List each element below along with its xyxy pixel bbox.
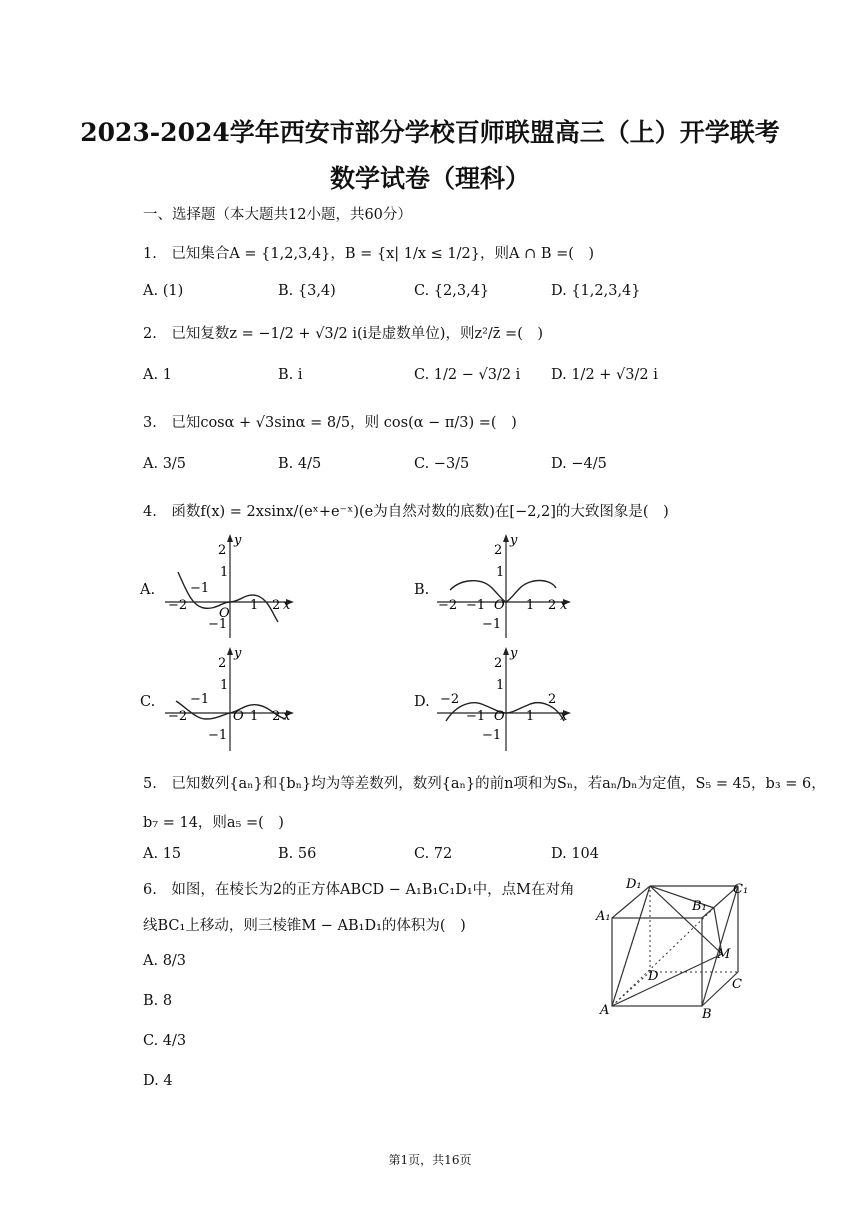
q3-option-a: A. 3/5 xyxy=(143,456,187,472)
cube-label-a: A xyxy=(600,1003,610,1018)
q2-option-b: B. i xyxy=(278,367,303,383)
q1-option-d: D. {1,2,3,4} xyxy=(551,283,641,299)
question-1-stem: 1. 已知集合A = {1,2,3,4}，B = {x| 1/x ≤ 1/2}，则A ∩ B =( ) xyxy=(143,246,595,262)
cube-label-b1: B₁ xyxy=(692,899,707,914)
graph-c-origin: O xyxy=(233,709,244,724)
q2-option-a: A. 1 xyxy=(143,367,172,383)
q6-option-c: C. 4/3 xyxy=(143,1033,187,1049)
page-footer: 第1页，共16页 xyxy=(388,1153,472,1167)
cube-label-d: D xyxy=(648,969,659,984)
graph-b-tick-2: 2 xyxy=(494,543,503,558)
question-2-stem: 2. 已知复数z = −1/2 + √3/2 i(i是虚数单位)，则z²/z̄ =( ) xyxy=(143,326,544,342)
graph-a-tick-2: 2 xyxy=(218,543,227,558)
graph-c-tick-neg1-y: −1 xyxy=(208,728,228,743)
cube-label-m: M xyxy=(717,947,731,962)
graph-a-tick-1-x: 1 xyxy=(250,598,259,613)
graph-b-tick-1: 1 xyxy=(496,565,505,580)
graph-c-tick-neg1-x: −1 xyxy=(190,692,210,707)
paper-title: 2023-2024学年西安市部分学校百师联盟高三（上）开学联考 xyxy=(80,118,780,147)
graph-b-x-label: x xyxy=(560,598,568,613)
graph-a-x-label: x xyxy=(283,598,291,613)
cube-label-a1: A₁ xyxy=(596,909,611,924)
q5-option-b: B. 56 xyxy=(278,846,317,862)
graph-c-tick-2: 2 xyxy=(218,656,227,671)
graph-d-tick-neg1-x: −1 xyxy=(466,709,486,724)
q1-option-b: B. {3,4) xyxy=(278,283,336,299)
graph-d-tick-2: 2 xyxy=(494,656,503,671)
graph-a-origin: O xyxy=(219,606,230,621)
q3-option-b: B. 4/5 xyxy=(278,456,322,472)
cube-label-c: C xyxy=(732,977,742,992)
question-4-stem: 4. 函数f(x) = 2xsinx/(eˣ+e⁻ˣ)(e为自然对数的底数)在[−2,2]的大致图象是( ) xyxy=(143,504,669,520)
graph-d-x-label: x xyxy=(560,709,568,724)
question-6-stem-line1: 6. 如图，在棱长为2的正方体ABCD − A₁B₁C₁D₁中，点M在对角 xyxy=(143,882,575,898)
q5-option-c: C. 72 xyxy=(414,846,453,862)
graph-b-tick-2-x: 2 xyxy=(548,598,557,613)
q6-option-b: B. 8 xyxy=(143,993,173,1009)
graph-c-y-label: y xyxy=(234,646,242,661)
q4-option-b: B. xyxy=(414,582,430,598)
graph-d-tick-neg1-y: −1 xyxy=(482,728,502,743)
graph-c-tick-neg2: −2 xyxy=(168,709,188,724)
q4-graph-c xyxy=(160,643,300,755)
q6-cube-figure xyxy=(592,868,762,1026)
graph-b-origin: O xyxy=(494,598,505,613)
graph-d-tick-1-x: 1 xyxy=(526,709,535,724)
graph-a-tick-neg1-x: −1 xyxy=(190,581,210,596)
graph-d-tick-neg2: −2 xyxy=(440,692,460,707)
graph-a-tick-2-x: 2 xyxy=(272,598,281,613)
q3-option-d: D. −4/5 xyxy=(551,456,607,472)
graph-b-y-label: y xyxy=(510,533,518,548)
q2-option-d: D. 1/2 + √3/2 i xyxy=(551,367,658,383)
graph-c-tick-2-x: 2 xyxy=(272,709,281,724)
graph-a-tick-neg1-y: −1 xyxy=(208,617,228,632)
q4-option-a: A. xyxy=(140,582,156,598)
graph-a-tick-neg2: −2 xyxy=(168,598,188,613)
q5-option-d: D. 104 xyxy=(551,846,600,862)
q4-option-d: D. xyxy=(414,694,430,710)
section-heading: 一、选择题（本大题共12小题，共60分） xyxy=(143,207,412,223)
question-5-stem-line2: b₇ = 14，则a₅ =( ) xyxy=(143,815,284,831)
q6-option-d: D. 4 xyxy=(143,1073,173,1089)
graph-b-tick-neg1-y: −1 xyxy=(482,617,502,632)
graph-c-tick-1-x: 1 xyxy=(250,709,259,724)
q4-graph-a xyxy=(160,530,300,642)
q3-option-c: C. −3/5 xyxy=(414,456,470,472)
graph-b-tick-neg2: −2 xyxy=(438,598,458,613)
cube-label-d1: D₁ xyxy=(626,877,642,892)
cube-label-b: B xyxy=(702,1007,712,1022)
q2-option-c: C. 1/2 − √3/2 i xyxy=(414,367,521,383)
q4-graph-d xyxy=(432,643,577,755)
cube-label-c1: C₁ xyxy=(733,882,749,897)
q4-graph-b xyxy=(432,530,577,642)
q5-option-a: A. 15 xyxy=(143,846,182,862)
graph-a-tick-1: 1 xyxy=(220,565,229,580)
question-5-stem-line1: 5. 已知数列{aₙ}和{bₙ}均为等差数列，数列{aₙ}的前n项和为Sₙ，若aₙ/bₙ为定值，S₅ = 45，b₃ = 6， xyxy=(143,776,826,792)
graph-c-x-label: x xyxy=(283,709,291,724)
paper-subtitle: 数学试卷（理科） xyxy=(329,164,530,193)
q1-option-c: C. {2,3,4} xyxy=(414,283,490,299)
graph-c-tick-1: 1 xyxy=(220,678,229,693)
graph-d-y-label: y xyxy=(510,646,518,661)
graph-a-y-label: y xyxy=(234,533,242,548)
graph-d-tick-2-x: 2 xyxy=(548,692,557,707)
graph-b-tick-1-x: 1 xyxy=(526,598,535,613)
question-3-stem: 3. 已知cosα + √3sinα = 8/5，则 cos(α − π/3) =( ) xyxy=(143,415,517,431)
question-6-stem-line2: 线BC₁上移动，则三棱锥M − AB₁D₁的体积为( ) xyxy=(143,918,466,934)
graph-b-tick-neg1-x: −1 xyxy=(466,598,486,613)
graph-d-tick-1: 1 xyxy=(496,678,505,693)
q4-option-c: C. xyxy=(140,694,156,710)
graph-d-origin: O xyxy=(494,709,505,724)
q6-option-a: A. 8/3 xyxy=(143,953,187,969)
q1-option-a: A. (1) xyxy=(143,283,184,299)
